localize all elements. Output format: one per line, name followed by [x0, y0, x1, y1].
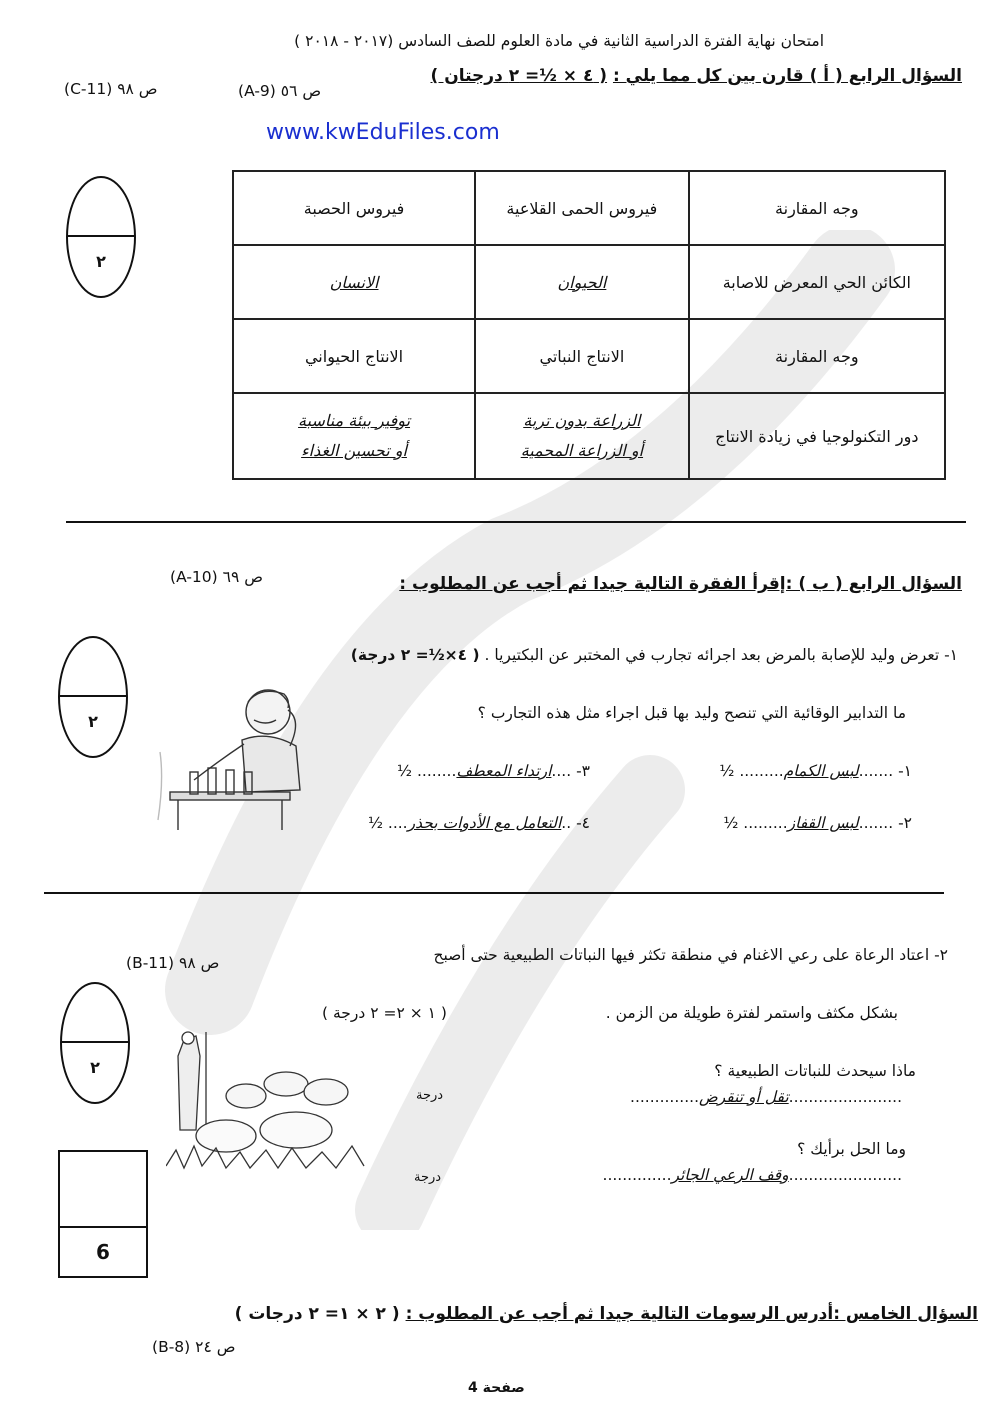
exam-title: امتحان نهاية الفترة الدراسية الثانية في مادة العلوم للصف السادس (٢٠١٧ - ٢٠١٨ ) [294, 32, 824, 50]
comparison-table [232, 170, 946, 480]
table-cell: وجه المقارنة [689, 171, 945, 245]
q4c-answer1-line: .......................تقل أو تنقرض.............. [630, 1088, 902, 1106]
table-cell: الزراعة بدون تربة أو الزراعة المحمية [475, 393, 689, 479]
q5-heading [235, 1304, 978, 1324]
q4b-item1: ١- تعرض وليد للإصابة بالمرض بعد اجرائه تجارب في المختبر عن البكتيريا . ( ٤×½= ٢ درجة) [350, 646, 958, 664]
q4c-ref: ص ٩٨ (B-11) [126, 954, 220, 972]
divider [66, 521, 966, 523]
q5-ref: ص ٢٤ (B-8) [152, 1338, 236, 1356]
q4c-question1: ماذا سيحدث للنباتات الطبيعية ؟ [714, 1062, 916, 1080]
table-cell: توفير بيئة مناسبة أو تحسين الغذاء [233, 393, 475, 479]
q5-title: السؤال الخامس :أدرس الرسومات التالية جيدا ثم أجب عن المطلوب : [405, 1304, 978, 1324]
shepherd-sheep-illustration [166, 1026, 366, 1176]
q4b-question: ما التدابير الوقائية التي تنصح وليد بها قبل اجراء مثل هذه التجارب ؟ [477, 704, 906, 722]
total-score-value: 6 [96, 1240, 110, 1264]
total-score-box [58, 1150, 148, 1278]
table-cell: الانسان [233, 245, 475, 319]
table-cell: الحيوان [475, 245, 689, 319]
q4c-answer2-line: .......................وقف الرعي الجائر.............. [602, 1166, 902, 1184]
q4c-text1: ٢- اعتاد الرعاة على رعي الاغنام في منطقة تكثر فيها النباتات الطبيعية حتى أصبح [433, 946, 948, 964]
table-cell: الانتاج النباتي [475, 319, 689, 393]
table-cell: الانتاج الحيواني [233, 319, 475, 393]
score-value: ٢ [90, 1058, 100, 1077]
q4b-ref: ص ٦٩ (A-10) [170, 568, 263, 586]
degree-label: درجة [416, 1088, 444, 1103]
q4b-title: السؤال الرابع ( ب ) :إقرأ الفقرة التالية جيدا ثم أجب عن المطلوب : [399, 574, 962, 594]
answer-1: ١- .......لبس الكمام......... ½ [719, 762, 912, 780]
score-oval-q4a [66, 176, 136, 298]
table-row [233, 393, 945, 479]
boy-in-lab-illustration [150, 680, 326, 840]
answer-3: ٣- ....ارتداء المعطف........ ½ [397, 762, 590, 780]
q4a-title: السؤال الرابع ( أ ) قارن بين كل مما يلي : [612, 66, 962, 86]
table-cell: فيروس الحصبة [233, 171, 475, 245]
answer-2: ٢- .......لبس القفاز......... ½ [723, 814, 912, 832]
q4a-marks: ( ٤ × ½= ٢ درجتان ) [430, 66, 608, 86]
score-value: ٢ [88, 712, 98, 731]
q5-marks: ( ٢ × ١= ٢ درجات ) [234, 1304, 400, 1324]
table-cell: فيروس الحمى القلاعية [475, 171, 689, 245]
q4c-question2: وما الحل برأيك ؟ [797, 1140, 906, 1158]
degree-label: درجة [414, 1170, 442, 1185]
table-cell: الكائن الحي المعرض للاصابة [689, 245, 945, 319]
q4c-text2: بشكل مكثف واستمر لفترة طويلة من الزمن . [605, 1004, 898, 1022]
table-row [233, 245, 945, 319]
q4a-heading [431, 66, 962, 86]
answer-4: ٤- ..التعامل مع الأدوات بحذر.... ½ [367, 814, 590, 832]
page-number: صفحة 4 [468, 1380, 525, 1396]
q4a-ref1: ص ٥٦ (A-9) [238, 82, 322, 100]
score-oval-q4c [60, 982, 130, 1104]
table-row [233, 171, 945, 245]
table-cell: وجه المقارنة [689, 319, 945, 393]
score-value: ٢ [96, 252, 106, 271]
q4a-ref2: ص ٩٨ (C-11) [64, 80, 158, 98]
table-cell: دور التكنولوجيا في زيادة الانتاج [689, 393, 945, 479]
website-link[interactable]: www.kwEduFiles.com [266, 120, 500, 145]
table-row [233, 319, 945, 393]
q4c-marks: ( ١ × ٢= ٢ درجة ) [322, 1004, 447, 1022]
score-oval-q4b [58, 636, 128, 758]
divider [44, 892, 944, 894]
